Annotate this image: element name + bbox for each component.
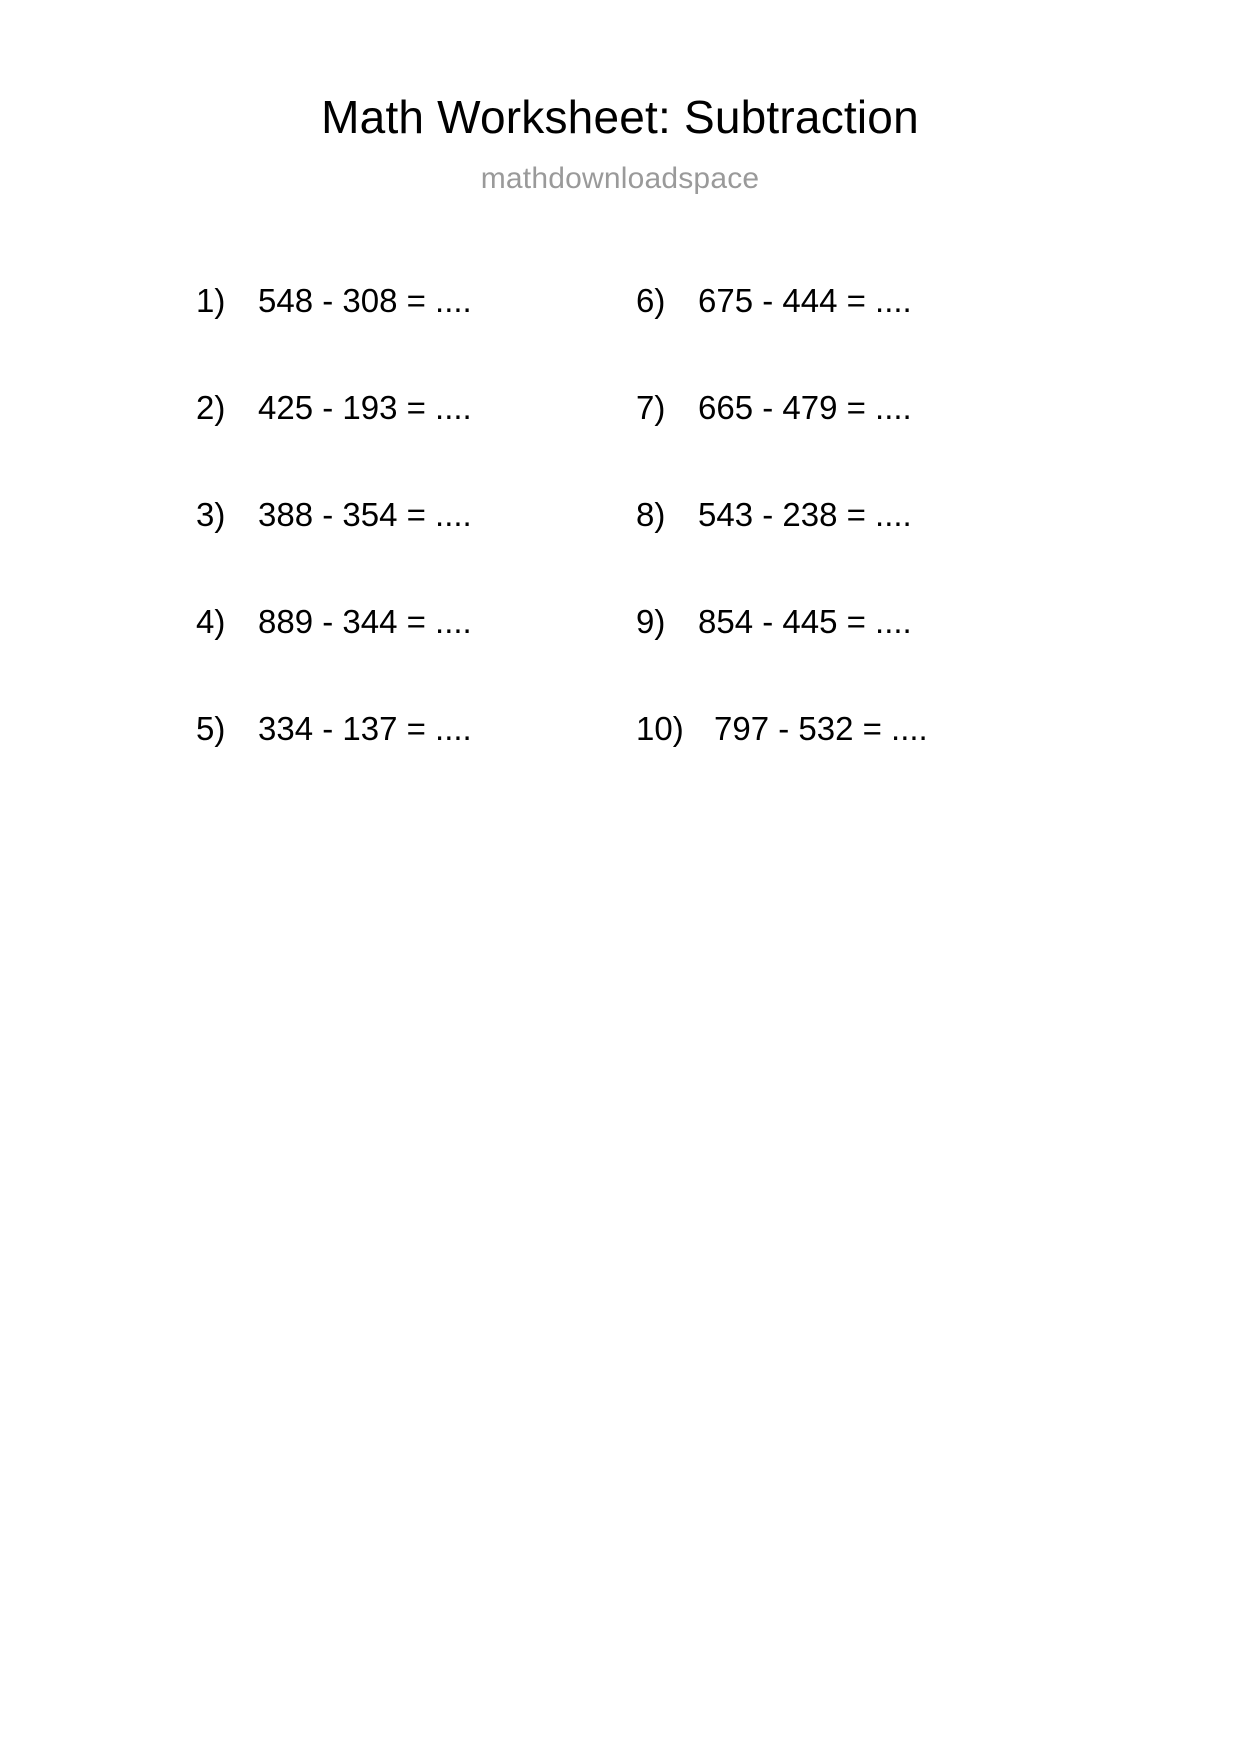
problem-expression: 889 - 344 = .... — [258, 603, 472, 640]
problem-item — [196, 498, 636, 605]
problem-number: 5) — [196, 710, 226, 747]
page-subtitle: mathdownloadspace — [480, 162, 760, 195]
problem-expression: 543 - 238 = .... — [698, 496, 912, 533]
problem-item — [636, 712, 1076, 819]
problem-number: 7) — [636, 389, 666, 426]
problem-item — [636, 391, 1076, 498]
problem-item — [636, 284, 1076, 391]
problem-number: 10) — [636, 710, 684, 747]
problem-number: 3) — [196, 496, 226, 533]
problem-list — [0, 284, 1240, 819]
problem-expression: 675 - 444 = .... — [698, 282, 912, 319]
problem-number: 9) — [636, 603, 666, 640]
problem-expression: 334 - 137 = .... — [258, 710, 472, 747]
problem-number: 8) — [636, 496, 666, 533]
problem-number: 4) — [196, 603, 226, 640]
page-title: Math Worksheet: Subtraction — [321, 91, 919, 143]
problem-item — [196, 712, 636, 819]
problem-expression: 548 - 308 = .... — [258, 282, 472, 319]
problem-item — [196, 605, 636, 712]
problem-item — [196, 284, 636, 391]
problem-item — [636, 605, 1076, 712]
problem-number: 2) — [196, 389, 226, 426]
problem-expression: 388 - 354 = .... — [258, 496, 472, 533]
problem-expression: 425 - 193 = .... — [258, 389, 472, 426]
problem-number: 6) — [636, 282, 666, 319]
problem-column-right — [636, 284, 1076, 819]
problem-number: 1) — [196, 282, 226, 319]
problem-column-left — [196, 284, 636, 819]
problem-item — [636, 498, 1076, 605]
problem-expression: 797 - 532 = .... — [714, 710, 928, 747]
problem-expression: 854 - 445 = .... — [698, 603, 912, 640]
problem-expression: 665 - 479 = .... — [698, 389, 912, 426]
problem-item — [196, 391, 636, 498]
